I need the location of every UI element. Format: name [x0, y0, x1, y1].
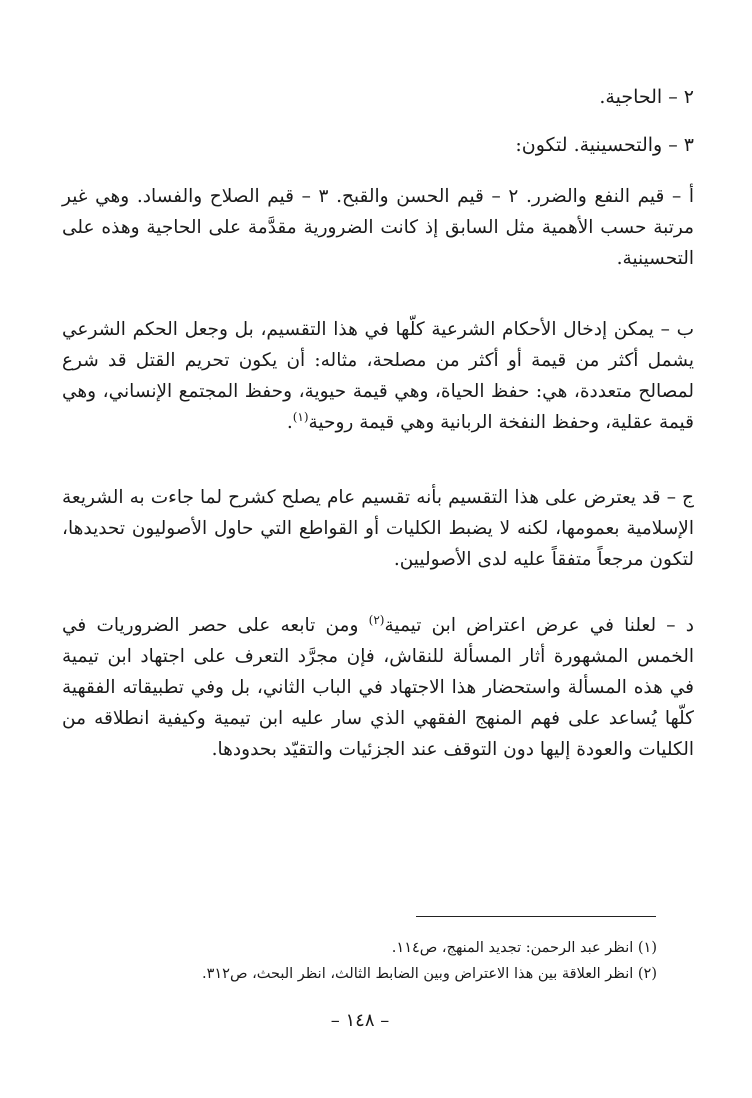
- footnote-ref-2[interactable]: (٢): [368, 612, 385, 627]
- paragraph-ba-text: ب – يمكن إدخال الأحكام الشرعية كلّها في هذا التقسيم، بل وجعل الحكم الشرعي يشمل أكثر من قيمة أو أكثر من مصلحة، مثاله: أن يكون تحريم القتل قد شرع لمصالح متعددة، هي: حفظ الحياة، وهي قيمة حيوية، وحفظ المجتمع الإنساني، وهي قيمة عقلية، وحفظ النفخة الربانية وهي قيمة روحية: [62, 319, 694, 433]
- paragraph-ba-end: .: [286, 412, 293, 433]
- paragraph-dal: [62, 610, 694, 765]
- paragraph-jim-text: ج – قد يعترض على هذا التقسيم بأنه تقسيم عام يصلح كشرح لما جاءت به الشريعة الإسلامية بعمومها، لكنه لا يضبط الكليات أو القواطع التي حاول الأصوليون تحديدها، لتكون مرجعاً متفقاً عليه لدى الأصوليين.: [62, 487, 694, 570]
- paragraph-dal-start: د – لعلنا في عرض اعتراض ابن تيمية: [384, 615, 694, 636]
- list-item-tahsiniya: ٣ – والتحسينية. لتكون:: [515, 134, 694, 156]
- list-item-hajiya: ٢ – الحاجية.: [599, 86, 694, 108]
- footnote-divider: [416, 916, 656, 917]
- footnote-1: (١) انظر عبد الرحمن: تجديد المنهج، ص١١٤.: [391, 940, 657, 956]
- paragraph-dal-rest: ومن تابعه على حصر الضروريات في الخمس المشهورة أثار المسألة للنقاش، فإن مجرَّد التعرف على اجتهاد ابن تيمية في هذه المسألة واستحضار هذا الاجتهاد في الباب الثاني، بل وفي تطبيقاته الفقهية كلّها يُساعد على فهم المنهج الفقهي الذي سار عليه ابن تيمية وكيفية انطلاقه من الكليات والعودة إليها دون التوقف عند الجزئيات والتقيّد بحدودها.: [62, 615, 694, 760]
- paragraph-ba: [62, 314, 694, 438]
- paragraph-alif: [62, 181, 694, 274]
- footnote-ref-1[interactable]: (١): [292, 409, 309, 424]
- footnote-2: (٢) انظر العلاقة بين هذا الاعتراض وبين الضابط الثالث، انظر البحث، ص٣١٢.: [201, 966, 657, 982]
- paragraph-alif-text: أ – قيم النفع والضرر. ٢ – قيم الحسن والقبح. ٣ – قيم الصلاح والفساد. وهي غير مرتبة حسب الأهمية مثل السابق إذ كانت الضرورية مقدَّمة على الحاجية وهذه على التحسينية.: [62, 186, 694, 269]
- paragraph-jim: [62, 482, 694, 575]
- page-number: – ١٤٨ –: [330, 1010, 390, 1031]
